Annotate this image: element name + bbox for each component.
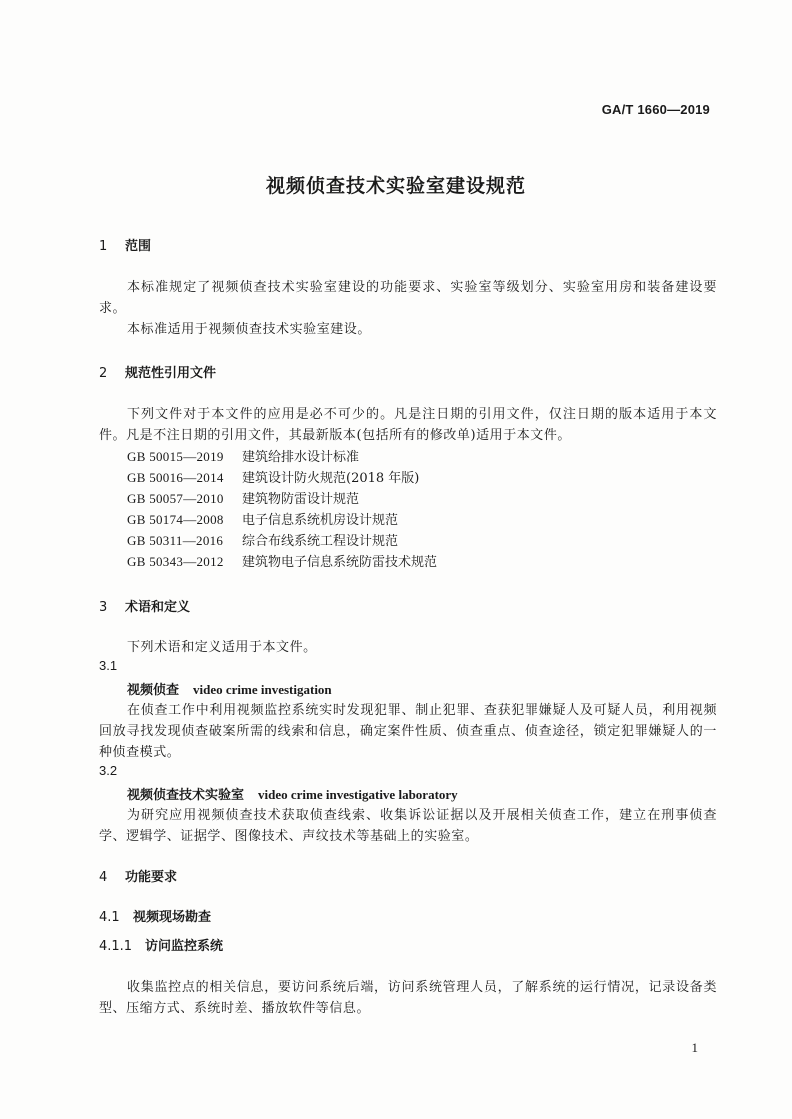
reference-code: GB 50016—2014 — [127, 470, 224, 485]
term-number: 3.1 — [99, 658, 118, 673]
term-title-zh: 视频侦查技术实验室 — [127, 788, 245, 803]
reference-title: 建筑物防雷设计规范 — [242, 492, 360, 507]
reference-row — [127, 509, 398, 528]
section-2-number: 2 — [99, 366, 108, 381]
section-1-title: 范围 — [125, 239, 152, 254]
section-4-heading — [99, 866, 177, 885]
term-title-en: video crime investigative laboratory — [258, 787, 458, 802]
reference-code: GB 50311—2016 — [127, 533, 224, 548]
term-number: 3.2 — [99, 763, 118, 778]
reference-code: GB 50174—2008 — [127, 512, 224, 527]
page-number: 1 — [691, 1040, 698, 1055]
reference-code: GB 50343—2012 — [127, 554, 224, 569]
section-2-title: 规范性引用文件 — [125, 366, 217, 381]
term-definition: 为研究应用视频侦查技术获取侦查线索、收集诉讼证据以及开展相关侦查工作，建立在刑事侦查学、逻辑学、证据学、图像技术、声纹技术等基础上的实验室。 — [99, 808, 717, 844]
subsection-4-1-1-number: 4.1.1 — [99, 939, 133, 954]
section-2-heading — [99, 362, 216, 381]
reference-row — [127, 530, 398, 549]
reference-title: 建筑给排水设计标准 — [242, 450, 360, 465]
reference-row — [127, 446, 359, 465]
section-3-number: 3 — [99, 600, 108, 615]
subsection-4-1-1-text: 收集监控点的相关信息，要访问系统后端，访问系统管理人员，了解系统的运行情况，记录设备类型、压缩方式、系统时差、播放软件等信息。 — [99, 980, 717, 1016]
reference-title: 建筑物电子信息系统防雷技术规范 — [242, 555, 438, 570]
term-title-en: video crime investigation — [193, 682, 332, 697]
reference-title: 建筑设计防火规范(2018 年版) — [242, 471, 420, 486]
subsection-4-1-number: 4.1 — [99, 910, 120, 925]
reference-row — [127, 551, 437, 570]
reference-title: 综合布线系统工程设计规范 — [242, 534, 399, 549]
reference-row — [127, 488, 359, 507]
term-title — [127, 784, 458, 803]
section-4-number: 4 — [99, 870, 108, 885]
subsection-4-1-1-title: 访问监控系统 — [145, 939, 224, 954]
term-title-zh: 视频侦查 — [127, 683, 180, 698]
term-definition: 在侦查工作中利用视频监控系统实时发现犯罪、制止犯罪、查获犯罪嫌疑人及可疑人员，利用视频回放寻找发现侦查破案所需的线索和信息，确定案件性质、侦查重点、侦查途径，锁定犯罪嫌疑人的一种侦查模式。 — [99, 703, 717, 760]
reference-code: GB 50015—2019 — [127, 449, 224, 464]
reference-code: GB 50057—2010 — [127, 491, 224, 506]
section-3-heading — [99, 596, 190, 615]
subsection-4-1-title: 视频现场勘查 — [133, 910, 212, 925]
section-1-number: 1 — [99, 239, 108, 254]
subsection-4-1-1-heading — [99, 935, 223, 954]
section-4-title: 功能要求 — [125, 870, 178, 885]
reference-title: 电子信息系统机房设计规范 — [242, 513, 399, 528]
reference-row — [127, 467, 419, 486]
section-3-intro: 下列术语和定义适用于本文件。 — [127, 640, 317, 655]
subsection-4-1-heading — [99, 906, 211, 925]
standard-code: GA/T 1660—2019 — [601, 102, 710, 117]
section-3-title: 术语和定义 — [125, 600, 191, 615]
section-1-heading — [99, 235, 151, 254]
section-2-intro: 下列文件对于本文件的应用是必不可少的。凡是注日期的引用文件，仅注日期的版本适用于本文件。凡是不注日期的引用文件，其最新版本(包括所有的修改单)适用于本文件。 — [99, 407, 717, 443]
page-title: 视频侦查技术实验室建设规范 — [265, 175, 526, 197]
term-title — [127, 679, 332, 698]
section-1-paragraph-1: 本标准规定了视频侦查技术实验室建设的功能要求、实验室等级划分、实验室用房和装备建设要求。 — [99, 280, 717, 316]
section-1-paragraph-2: 本标准适用于视频侦查技术实验室建设。 — [127, 322, 371, 337]
